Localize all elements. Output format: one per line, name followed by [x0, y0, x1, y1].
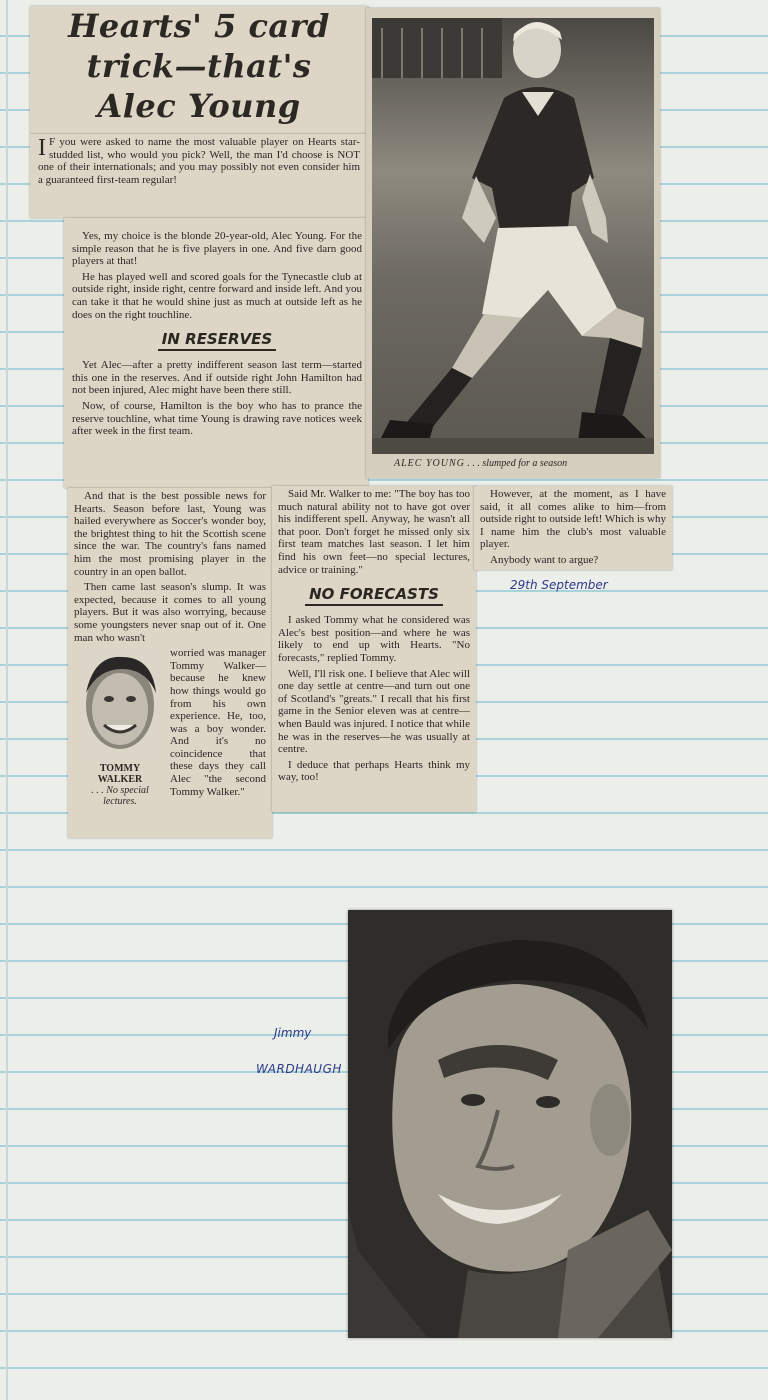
- column-2-paragraph-c: Well, I'll risk one. I believe that Alec will one day settle at centre—and turn out one of Scotland's "greats." I recall that his first game in the Senior eleven was at centre—when Bauld was injured. I notice that while he was in the reserves—he was usually at centre.: [278, 667, 470, 756]
- subhead-reserves-wrap: [72, 324, 362, 359]
- walker-photo-block: [74, 647, 166, 807]
- tommy-walker-photo: [74, 647, 166, 759]
- walker-caption-text: . . . No special lectures.: [91, 785, 149, 808]
- headline-line-2: trick—that's: [86, 47, 312, 85]
- walker-caption-name-1: TOMMY: [99, 763, 141, 775]
- intro-dropcap: I: [38, 135, 46, 161]
- subhead-forecasts: NO FORECASTS: [305, 585, 443, 606]
- wardhaugh-portrait: [348, 910, 672, 1338]
- alec-young-caption-name: ALEC YOUNG: [394, 458, 465, 469]
- column-2-paragraph-a: Said Mr. Walker to me: "The boy has too much natural ability not to have got over his indifferent spell. Anyway, he wasn't all that poor. Don't forget he missed only six first team matches last season. I let him find his own feet—no special lectures, advice or training.": [278, 488, 470, 576]
- column-1-paragraph-c: worried was manager Tommy Walker—because he knew how things would go from his own experience. He, too, was a boy wonder. And it's no coincidence that these days they call Alec "the second Tommy Walker.": [170, 647, 266, 798]
- subhead-reserves: IN RESERVES: [158, 330, 276, 351]
- column-2-paragraph-b: I asked Tommy what he considered was Alec's best position—and where he was likely to end up with Hearts. "No forecasts," replied Tommy.: [278, 614, 470, 664]
- paragraph-4: Yet Alec—after a pretty indifferent season last term—started this one in the reserves. And if outside right John Hamilton had not been injured, Alec might have been there still.: [72, 359, 362, 397]
- alec-young-caption: [394, 458, 654, 469]
- walker-caption: [74, 763, 166, 807]
- column-1-paragraph-a: And that is the best possible news for Hearts. Season before last, Young was hailed everywhere as Soccer's wonder boy, the brightest thing to hit the Scottish scene since the war. The country's fans named him the most promising player in the country in an open ballot.: [74, 490, 266, 578]
- intro-text: F you were asked to name the most valuable player on Hearts star-studded list, who would you pick? Well, the man I'd choose is NOT one of their internationals; and you may possibly not even consider him a guaranteed first-team regular!: [38, 136, 360, 186]
- wardhaugh-photo: [348, 910, 672, 1338]
- column-2-paragraph-d: I deduce that perhaps Hearts think my way, too!: [278, 758, 470, 784]
- column-3-clipping: [474, 486, 672, 570]
- headline-line-3: Alec Young: [97, 87, 301, 125]
- margin-line: [6, 0, 8, 1400]
- subhead-forecasts-wrap: [278, 579, 470, 614]
- walker-caption-name-2: WALKER: [97, 774, 143, 786]
- column-3-paragraph-b: Anybody want to argue?: [490, 553, 599, 566]
- handwritten-first-name: Jimmy: [274, 1026, 312, 1040]
- alec-young-caption-text: . . . slumped for a season: [467, 458, 568, 469]
- intro-clipping: [30, 134, 368, 218]
- intro-paragraph: [38, 136, 360, 186]
- handwritten-date: 29th September: [510, 578, 608, 592]
- column-3-paragraph-a: However, at the moment, as I have said, it all comes alike to him—from outside right to outside left! Which is why I name him the club's most valuable player.: [480, 488, 666, 551]
- column-1-paragraph-b: Then came last season's slump. It was expected, because it comes to all young players. But it was also worrying, because some youngsters never snap out of it. One man who wasn't: [74, 581, 266, 644]
- walker-inset: [74, 647, 266, 807]
- paragraph-3: He has played well and scored goals for the Tynecastle club at outside right, inside right, centre forward and inside left. And you can take it that he would shine just as much at outside left as he does on the right touchline.: [72, 270, 362, 321]
- headline-line-1: Hearts' 5 card: [68, 7, 330, 45]
- column-1-clipping: [68, 488, 272, 838]
- alec-young-photo-clipping: [366, 8, 660, 478]
- alec-young-photo: [372, 18, 654, 454]
- paragraph-5: Now, of course, Hamilton is the boy who has to prance the reserve touchline, what time Young is drawing rave notices week after week in the first team.: [72, 399, 362, 438]
- column-2-clipping: [272, 486, 476, 812]
- handwritten-last-name: WARDHAUGH: [256, 1062, 342, 1076]
- headline: [30, 6, 368, 134]
- main-column-clipping: [64, 218, 368, 488]
- footballer-illustration: [372, 18, 654, 454]
- paragraph-2: Yes, my choice is the blonde 20-year-old, Alec Young. For the simple reason that he is five players in one. And five darn good players at that!: [72, 230, 362, 268]
